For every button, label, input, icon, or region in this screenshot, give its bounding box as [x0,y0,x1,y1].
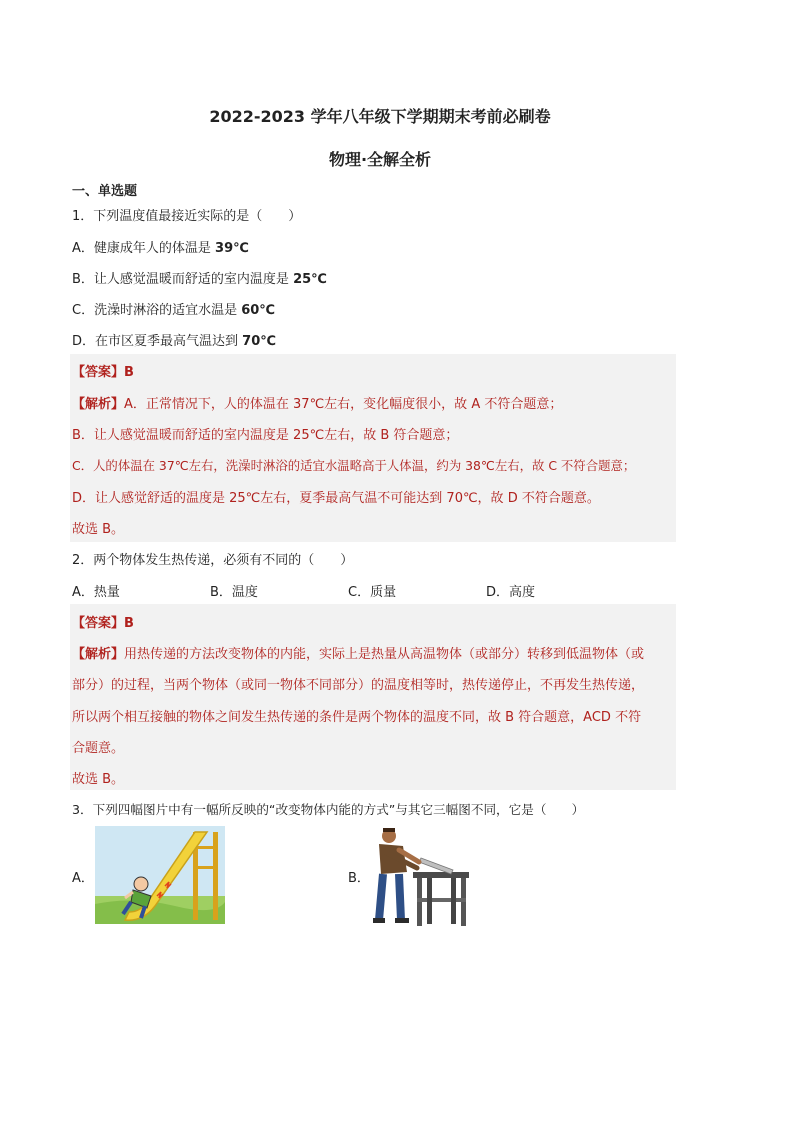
q2-option-b: B．温度 [210,585,258,600]
q2-conclusion: 故选 B。 [72,772,125,787]
q2-answer-block [70,604,676,790]
q2-answer: 【答案】B [72,616,134,631]
q2-option-a: A．热量 [72,585,120,600]
q1-stem: 1．下列温度值最接近实际的是（ ） [72,209,302,224]
slide-child-image [95,826,225,924]
q2-analysis-4: 合题意。 [72,741,125,756]
q2-analysis-1: 【解析】用热传递的方法改变物体的内能，实际上是热量从高温物体（或部分）转移到低温物体（或 [72,647,645,662]
q3-option-a-label: A． [72,871,94,886]
q2-stem: 2．两个物体发生热传递，必须有不同的（ ） [72,553,354,568]
q1-analysis-c: C．人的体温在 37℃左右，洗澡时淋浴的适宜水温略高于人体温，约为 38℃左右，故 C 不符合题意； [72,458,636,473]
section-heading: 一、单选题 [72,184,138,199]
q2-option-d: D．高度 [486,585,536,600]
q2-analysis-2: 部分）的过程，当两个物体（或同一物体不同部分）的温度相等时，热传递停止，不再发生热传递， [72,678,645,693]
q1-option-b: B．让人感觉温暖而舒适的室内温度是 25℃ [72,272,327,287]
q1-analysis-d: D．让人感觉舒适的温度是 25℃左右，夏季最高气温不可能达到 70℃，故 D 不符合题意。 [72,491,600,506]
page-title: 2022-2023 学年八年级下学期期末考前必刷卷 [209,107,551,126]
q1-analysis-b: B．让人感觉温暖而舒适的室内温度是 25℃左右，故 B 符合题意； [72,428,459,443]
q2-option-c: C．质量 [348,585,397,600]
q1-option-a: A．健康成年人的体温是 39℃ [72,241,249,256]
q1-analysis-a: 【解析】A．正常情况下，人的体温在 37℃左右，变化幅度很小，故 A 不符合题意； [72,397,563,412]
q3-option-b-label: B． [348,871,370,886]
q3-stem: 3．下列四幅图片中有一幅所反映的“改变物体内能的方式”与其它三幅图不同，它是（ ） [72,802,585,817]
page-subtitle: 物理·全解全析 [328,150,432,169]
q1-answer-block [70,354,676,542]
man-sawing-image [373,824,473,928]
q1-answer: 【答案】B [72,365,134,380]
q2-analysis-3: 所以两个相互接触的物体之间发生热传递的条件是两个物体的温度不同，故 B 符合题意，ACD 不符 [72,710,642,725]
q1-conclusion: 故选 B。 [72,522,125,537]
q1-option-d: D．在市区夏季最高气温达到 70℃ [72,334,276,349]
q1-option-c: C．洗澡时淋浴的适宜水温是 60℃ [72,303,276,318]
